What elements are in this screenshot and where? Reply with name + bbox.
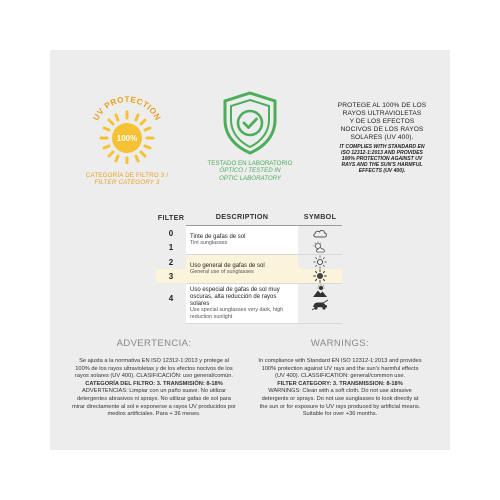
lab-tested-badge bbox=[200, 90, 300, 182]
warning-en-body: In compliance with Standard EN ISO 12312-1:2013 and provides 100% protection against UV rays and the sun's harmful effects (UV 400). CLASSIFICATION: general/common use. FILTER CATEGORY: 3. TRANSMISSION: 8-18% WARNINGS: Clean with a soft cloth. Do not use abrasive detergents or sprays. Do not use sunglasses to look directly at the sun or for exposure to UV rays produced by artificial means. Suitable for over +36 months. bbox=[258, 358, 422, 418]
filter-category-es: CATEGORÍA DE FILTRO 3 / bbox=[85, 172, 169, 179]
warning-es-title: ADVERTENCIA: bbox=[116, 338, 192, 349]
uv-protection-badge bbox=[78, 92, 176, 187]
filter-number: 4 bbox=[168, 293, 174, 303]
sun-icon bbox=[313, 255, 327, 269]
protection-es-text: PROTEGE AL 100% DE LOS RAYOS ULTRAVIOLETAS Y DE LOS EFECTOS NOCIVOS DE LOS RAYOS SOLARES (UV 400). bbox=[337, 102, 427, 141]
no-driving-icon bbox=[311, 299, 329, 311]
lab-text-line3: OPTIC LABORATORY bbox=[218, 174, 282, 182]
row-description-en: Tint sunglasses bbox=[190, 240, 228, 247]
header-symbol: SYMBOL bbox=[298, 208, 342, 226]
warning-en-title: WARNINGS: bbox=[310, 338, 370, 349]
lab-text-line1: TESTADO EN LABORATORIO bbox=[207, 160, 293, 167]
filter-number: 3 bbox=[156, 269, 186, 283]
table-header bbox=[156, 208, 346, 226]
row-description-es: Uso especial de gafas de sol muy oscuras, alta reducción de rayos solares bbox=[190, 287, 280, 307]
row-description-en: General use of sunglasses bbox=[190, 269, 254, 276]
row-description-es: Tinte de gafas de sol bbox=[190, 233, 246, 240]
warning-es-body: Se ajusta a la normativa EN ISO 12312-1:2013 y protege al 100% de los rayos ultravioletas y de los efectos nocivos de los rayos solares (UV 400). CLASIFICACIÓN: uso general/común. CATEGORÍA DEL FILTRO: 3. TRANSMISIÓN: 8-18% ADVERTENCIAS: Limpiar con un paño suave. No utilizar detergentes abrasivos ni sprays. No utilizar gafas de sol para mirar directamente al sol e exponerse a rayos UV producidos por medios artificiales. Para + 36 meses. bbox=[71, 358, 237, 418]
table-row bbox=[156, 284, 346, 324]
shield-check-icon bbox=[220, 90, 280, 156]
row-description-en: Use special sunglasses very dark, high reduction sunlight bbox=[190, 307, 284, 320]
filter-number: 0 bbox=[168, 228, 174, 238]
filter-category-table bbox=[156, 208, 346, 324]
uv-sun-icon bbox=[78, 92, 176, 164]
filter-category-en: FILTER CATEGORY 3 bbox=[94, 179, 160, 187]
table-row bbox=[156, 226, 346, 255]
uv-arc-label: UV PROTECTION bbox=[91, 94, 163, 123]
protection-statement bbox=[322, 102, 442, 174]
row-description-es: Uso general de gafas de sol bbox=[190, 262, 265, 269]
header-filter: FILTER bbox=[157, 212, 185, 222]
filter-number: 2 bbox=[168, 257, 174, 267]
partly-cloudy-icon bbox=[312, 241, 328, 253]
filter-number: 1 bbox=[168, 242, 174, 252]
bright-sun-icon bbox=[313, 269, 327, 283]
protection-en-text: IT COMPLIES WITH STANDARD EN ISO 12312-1:2013 AND PROVIDES 100% PROTECTION AGAINST UV RAYS AND THE SUN'S HARMFUL EFFECTS (UV 400). bbox=[339, 144, 425, 175]
warning-es bbox=[68, 338, 240, 419]
lab-text-line2: ÓPTICO / TESTED IN bbox=[219, 167, 281, 175]
product-info-panel bbox=[50, 50, 450, 450]
mountain-sun-icon bbox=[312, 284, 328, 298]
cloud-icon bbox=[312, 228, 328, 238]
header-description: DESCRIPTION bbox=[186, 208, 298, 226]
table-row bbox=[156, 255, 346, 284]
warning-en bbox=[254, 338, 426, 419]
uv-center-value: 100% bbox=[116, 134, 138, 143]
